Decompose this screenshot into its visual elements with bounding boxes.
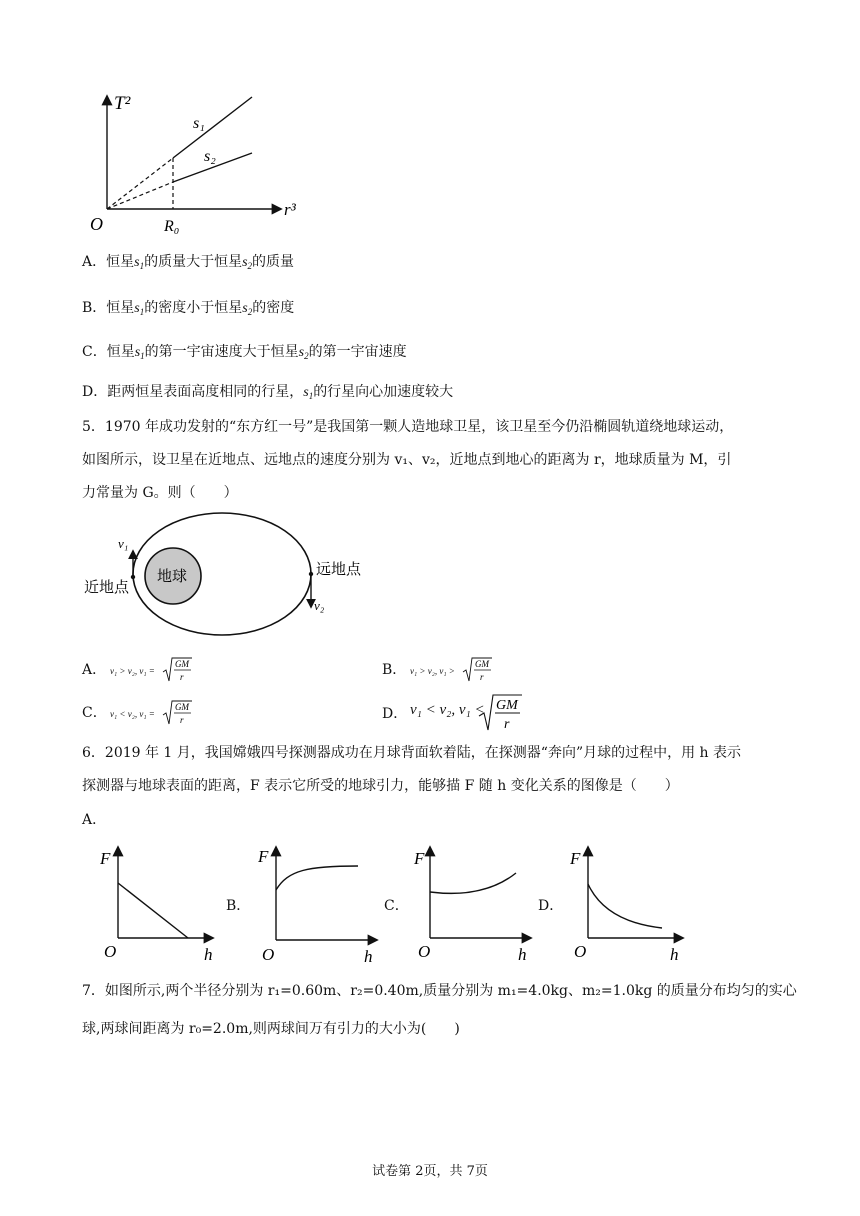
curve-c <box>430 873 516 893</box>
q4-option-c[interactable]: C．恒星$s_1$的第一宇宙速度大于恒星$s_2$的第一宇宙速度 <box>82 344 407 361</box>
q6-graph-d[interactable] <box>570 840 690 965</box>
curve-b <box>276 866 358 890</box>
svg-text:r: r <box>180 672 184 682</box>
v1-label: v₁ <box>118 536 129 551</box>
svg-text:O: O <box>418 942 431 961</box>
q4-option-b[interactable]: B．恒星$s_1$的密度小于恒星$s_2$的密度 <box>82 300 295 317</box>
svg-text:r: r <box>180 715 184 725</box>
svg-text:O: O <box>574 942 587 961</box>
q7-line-2: 球,两球间距离为 r₀=2.0m,则两球间万有引力的大小为( ) <box>82 1021 460 1037</box>
q5-line-3: 力常量为 G。则（ ） <box>82 485 238 501</box>
q7-line-1: 7．如图所示,两个半径分别为 r₁=0.60m、r₂=0.40m,质量分别为 m₁=4.0kg、m₂=1.0kg 的质量分布均匀的实心 <box>82 983 797 999</box>
svg-text:r: r <box>504 717 510 732</box>
q6-line-2: 探测器与地球表面的距离，F 表示它所受的地球引力，能够描 F 随 h 变化关系的图像是（ ） <box>82 778 679 794</box>
q6-option-c-label[interactable]: C． <box>384 898 409 914</box>
q6-graph-a[interactable] <box>100 840 220 965</box>
q6-graph-b[interactable] <box>258 840 383 965</box>
svg-text:GM: GM <box>175 702 189 712</box>
q6-option-a-label[interactable]: A． <box>82 812 107 828</box>
q4-line-s1-dash <box>107 158 173 209</box>
sqrt-gm-r <box>162 699 192 727</box>
q4-x-label: r³ <box>284 200 296 219</box>
sqrt-gm-r <box>462 656 492 684</box>
sqrt-gm-r <box>478 692 522 734</box>
q5-line-2: 如图所示，设卫星在近地点、远地点的速度分别为 v₁、v₂，近地点到地心的距离为 r，地球质量为 M，引 <box>82 452 732 468</box>
q4-s1-label: s₁ <box>193 115 205 132</box>
svg-text:h: h <box>204 945 213 964</box>
v2-label: v₂ <box>314 598 325 613</box>
svg-text:F: F <box>258 847 269 866</box>
svg-text:F: F <box>570 849 581 868</box>
q4-y-label: T² <box>114 93 131 114</box>
svg-text:h: h <box>670 945 679 964</box>
q5-orbit-diagram <box>80 510 380 645</box>
q4-option-a[interactable]: A．恒星$s_1$的质量大于恒星$s_2$的质量 <box>82 254 295 271</box>
q6-option-b-label[interactable]: B． <box>226 898 251 914</box>
svg-text:h: h <box>364 947 373 965</box>
q4-r0-label: R₀ <box>164 218 180 235</box>
q4-option-d[interactable]: D．距两恒星表面高度相同的行星，$s_1$的行星向心加速度较大 <box>82 384 454 401</box>
svg-text:F: F <box>100 849 111 868</box>
svg-text:GM: GM <box>475 659 489 669</box>
curve-d <box>588 884 662 928</box>
svg-text:GM: GM <box>496 698 518 713</box>
q5-line-1: 5．1970 年成功发射的“东方红一号”是我国第一颗人造地球卫星，该卫星至今仍沿椭圆轨道绕地球运动， <box>82 419 734 435</box>
svg-text:F: F <box>414 849 425 868</box>
q4-line-s2-dash <box>107 182 173 209</box>
far-point-label: 远地点 <box>316 562 362 578</box>
svg-text:r: r <box>480 672 484 682</box>
near-point-label: 近地点 <box>84 580 130 596</box>
q6-line-1: 6．2019 年 1 月，我国嫦娥四号探测器成功在月球背面软着陆，在探测器“奔向”月球的过程中，用 h 表示 <box>82 745 742 761</box>
q4-origin: O <box>90 214 103 234</box>
svg-text:O: O <box>262 945 275 964</box>
earth-label: 地球 <box>157 569 188 585</box>
q4-graph <box>80 85 340 235</box>
svg-text:h: h <box>518 945 527 964</box>
q6-graph-c[interactable] <box>412 840 537 965</box>
page-footer: 试卷第 2页，共 7页 <box>372 1164 488 1179</box>
svg-text:O: O <box>104 942 117 961</box>
curve-a <box>118 883 188 938</box>
sqrt-gm-r <box>162 656 192 684</box>
q4-s2-label: s₂ <box>204 148 216 165</box>
svg-text:GM: GM <box>175 659 189 669</box>
q6-option-d-label[interactable]: D． <box>538 898 564 914</box>
